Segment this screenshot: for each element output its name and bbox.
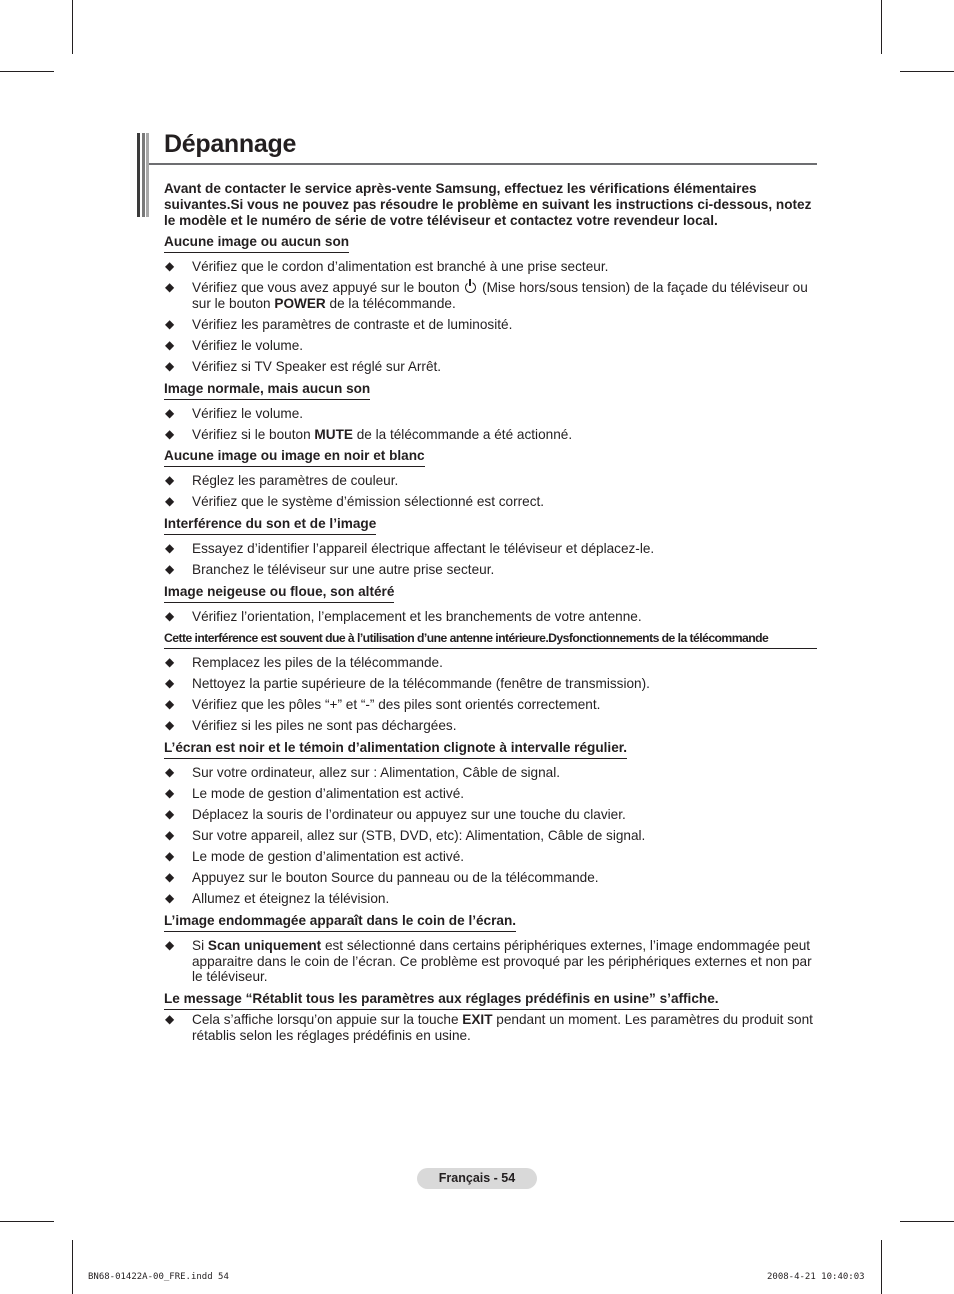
section-sound-picture-interference (164, 515, 817, 578)
section-heading: L’image endommagée apparaît dans le coin de l’écran. (164, 913, 516, 932)
section-no-picture-no-sound (164, 233, 817, 374)
section-heading: Aucune image ou image en noir et blanc (164, 448, 425, 467)
list-item: ◆ Vérifiez que les pôles “+” et “-” des piles sont orientés correctement. (165, 697, 601, 713)
print-slug-date: 2008-4-21 10:40:03 (767, 1272, 865, 1282)
bullet-list (164, 406, 817, 443)
page-title: Dépannage (164, 130, 297, 158)
list-item: ◆ Nettoyez la partie supérieure de la télécommande (fenêtre de transmission). (165, 676, 650, 692)
bullet-icon: ◆ (165, 316, 175, 331)
crop-mark (881, 0, 882, 54)
list-item: ◆ Essayez d’identifier l’appareil électrique affectant le téléviseur et déplacez-le. (165, 541, 655, 557)
bullet-list (164, 259, 817, 374)
bullet-icon: ◆ (165, 494, 175, 509)
list-item: ◆ Vérifiez que le cordon d’alimentation est branché à une prise secteur. (165, 259, 609, 274)
intro-paragraph: Avant de contacter le service après-vente Samsung, effectuez les vérifications élémentaires suivantes.Si vous ne pouvez pas résoudre le problème en suivant les instructions ci-dessous, notez le modèle et le numéro de série de votre téléviseur et contactez votre revendeur local. (164, 181, 812, 228)
list-item: ◆ Allumez et éteignez la télévision. (165, 891, 390, 907)
bullet-icon: ◆ (165, 697, 175, 712)
crop-mark (881, 1240, 882, 1294)
crop-mark (72, 0, 73, 54)
bullet-icon: ◆ (165, 807, 175, 822)
title-decoration-bar (137, 133, 149, 217)
print-slug-file: BN68-01422A-00_FRE.indd 54 (88, 1272, 229, 1282)
bullet-list (164, 938, 817, 985)
power-icon (465, 282, 476, 293)
list-item: ◆ Vérifiez que vous avez appuyé sur le bouton (Mise hors/sous tension) de la façade du téléviseur ou sur le bouton POWER de la télécommande. (165, 279, 808, 311)
bullet-icon: ◆ (165, 655, 175, 670)
crop-mark (0, 71, 54, 72)
list-item: ◆ Vérifiez le volume. (165, 405, 304, 421)
list-item: ◆ Vérifiez que le système d’émission sélectionné est correct. (165, 494, 545, 510)
bullet-icon: ◆ (165, 279, 175, 294)
bullet-icon: ◆ (165, 849, 175, 864)
list-item: ◆ Cela s’affiche lorsqu’on appuie sur la touche EXIT pendant un moment. Les paramètres du produit sont rétablis selon les réglages prédéfinis en usine. (165, 1012, 813, 1043)
list-item: ◆ Si Scan uniquement est sélectionné dans certains périphériques externes, l’image endommagée peut apparaitre dans le coin de l’écran. Ce problème est provoqué par les périphériques externes et non par le téléviseur. (165, 938, 812, 985)
bullet-icon: ◆ (165, 676, 175, 691)
list-item: ◆ Vérifiez les paramètres de contraste et de luminosité. (165, 316, 513, 332)
section-no-picture-black-white (164, 447, 817, 510)
section-heading: Image normale, mais aucun son (164, 381, 370, 400)
crop-mark (0, 1221, 54, 1222)
bullet-icon: ◆ (165, 891, 175, 906)
bullet-list (164, 609, 817, 625)
title-rule (149, 163, 817, 165)
bullet-icon: ◆ (165, 562, 175, 577)
list-item: ◆ Déplacez la souris de l’ordinateur ou appuyez sur une touche du clavier. (165, 807, 626, 823)
list-item: ◆ Remplacez les piles de la télécommande. (165, 655, 443, 671)
bullet-icon: ◆ (165, 337, 175, 352)
list-item: ◆ Vérifiez si les piles ne sont pas déchargées. (165, 718, 457, 734)
section-heading: Cette interférence est souvent due à l’utilisation d’une antenne intérieure.Dysfonctionnements de la télécommande (164, 630, 817, 649)
bullet-icon: ◆ (165, 938, 175, 953)
section-remote-control (164, 630, 817, 734)
page-number-badge: Français - 54 (417, 1168, 537, 1189)
list-item: ◆ Branchez le téléviseur sur une autre prise secteur. (165, 562, 495, 578)
bullet-icon: ◆ (165, 786, 175, 801)
bullet-list (164, 765, 817, 907)
bullet-icon: ◆ (165, 405, 175, 420)
bullet-icon: ◆ (165, 718, 175, 733)
list-item: ◆ Réglez les paramètres de couleur. (165, 473, 399, 489)
list-item: ◆ Le mode de gestion d’alimentation est activé. (165, 849, 465, 865)
list-item: ◆ Vérifiez le volume. (165, 337, 304, 353)
list-item: ◆ Vérifiez l’orientation, l’emplacement et les branchements de votre antenne. (165, 609, 642, 625)
bullet-list (164, 1012, 817, 1043)
crop-mark (900, 71, 954, 72)
list-item: ◆ Sur votre ordinateur, allez sur : Alimentation, Câble de signal. (165, 765, 560, 781)
bullet-icon: ◆ (165, 259, 175, 273)
crop-mark (72, 1240, 73, 1294)
section-black-screen-blinking (164, 739, 817, 907)
bullet-list (164, 541, 817, 578)
section-heading: L’écran est noir et le témoin d’alimentation clignote à intervalle régulier. (164, 740, 627, 759)
bullet-icon: ◆ (165, 765, 175, 780)
section-damaged-image-corner (164, 912, 817, 985)
bullet-icon: ◆ (165, 426, 175, 441)
bullet-list (164, 473, 817, 510)
bullet-list (164, 655, 817, 734)
list-item: ◆ Le mode de gestion d’alimentation est activé. (165, 786, 465, 802)
troubleshooting-content (164, 233, 817, 1049)
section-heading: Aucune image ou aucun son (164, 234, 349, 253)
bullet-icon: ◆ (165, 870, 175, 885)
section-heading: Le message “Rétablit tous les paramètres aux réglages prédéfinis en usine” s’affiche. (164, 991, 719, 1010)
bullet-icon: ◆ (165, 473, 175, 488)
bullet-icon: ◆ (165, 1012, 175, 1027)
bullet-icon: ◆ (165, 828, 175, 843)
section-heading: Image neigeuse ou floue, son altéré (164, 584, 394, 603)
section-heading: Interférence du son et de l’image (164, 516, 376, 535)
bullet-icon: ◆ (165, 358, 175, 373)
bullet-icon: ◆ (165, 541, 175, 556)
section-snowy-picture (164, 583, 817, 625)
list-item: ◆ Vérifiez si le bouton MUTE de la télécommande a été actionné. (165, 426, 573, 442)
list-item: ◆ Sur votre appareil, allez sur (STB, DVD, etc): Alimentation, Câble de signal. (165, 828, 646, 844)
list-item: ◆ Appuyez sur le bouton Source du panneau ou de la télécommande. (165, 870, 599, 886)
bullet-icon: ◆ (165, 609, 175, 624)
section-reset-message (164, 990, 817, 1043)
section-normal-picture-no-sound (164, 380, 817, 443)
crop-mark (900, 1221, 954, 1222)
list-item: ◆ Vérifiez si TV Speaker est réglé sur Arrêt. (165, 358, 442, 374)
